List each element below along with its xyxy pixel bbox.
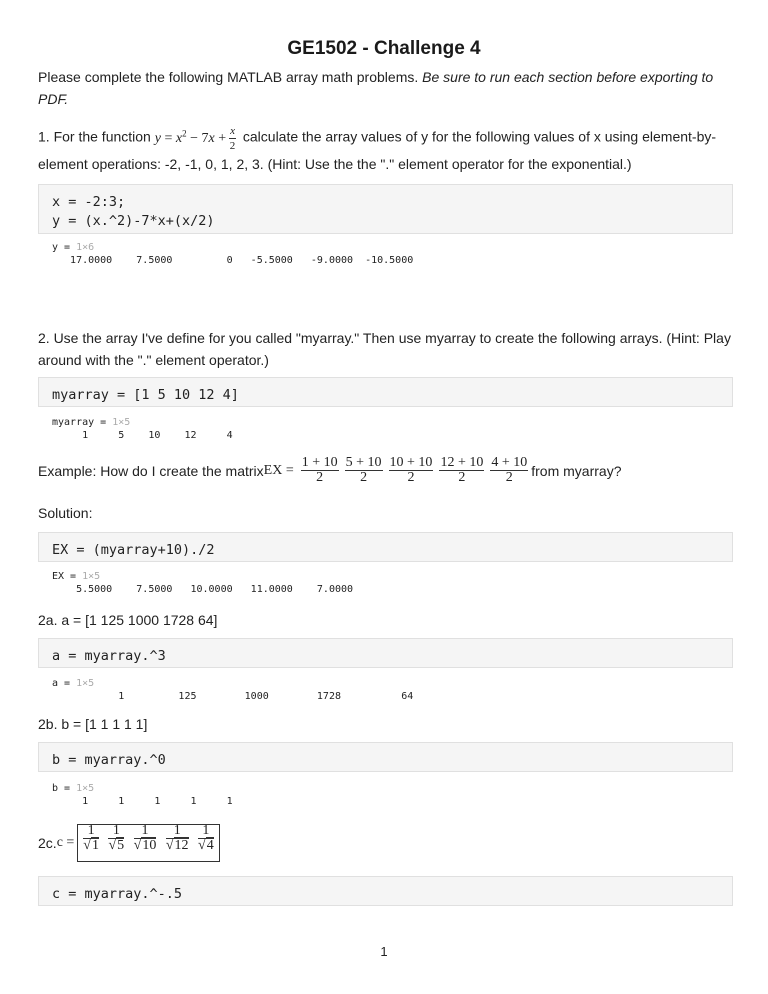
q2-output-dim: 1×5 xyxy=(112,417,131,428)
q2b-label: 2b. b = [1 1 1 1 1] xyxy=(38,716,148,732)
q2a-output xyxy=(52,677,413,703)
q2a-output-values: 1 125 1000 1728 64 xyxy=(52,691,414,702)
q2c-frac-4: $\frac{1}{√12}$ xyxy=(165,823,189,853)
q2a-output-dim: 1×5 xyxy=(76,678,95,689)
q1-output-values: 17.0000 7.5000 0 -5.5000 -9.0000 -10.5000 xyxy=(52,255,414,266)
q2c-frac-1: $\frac{1}{√1}$ xyxy=(83,823,99,853)
q2b-output-values: 1 1 1 1 1 xyxy=(52,796,233,807)
q2-code-block[interactable]: myarray = [1 5 10 12 4] xyxy=(38,377,733,407)
example-lhs: EX = xyxy=(263,462,294,478)
solution-output-dim: 1×5 xyxy=(82,571,101,582)
solution-output-var: EX = xyxy=(52,571,83,582)
q2a-output-var: a = xyxy=(52,678,77,689)
intro-italic: Be sure to run each section before exporting to PDF. xyxy=(38,69,714,107)
q2c-matrix xyxy=(77,824,219,862)
q2-text: 2. Use the array I've define for you called "myarray." Then use myarray to create the following arrays. (Hint: Play around with the "." element operator.) xyxy=(38,330,731,368)
q2-example xyxy=(38,456,621,485)
example-pre: Example: How do I create the matrix xyxy=(38,462,264,479)
q2c-frac-5: $\frac{1}{√4}$ xyxy=(198,823,214,853)
q2-output-var: myarray = xyxy=(52,417,113,428)
q2a-code-block[interactable]: a = myarray.^3 xyxy=(38,638,733,668)
q2-output-values: 1 5 10 12 4 xyxy=(52,430,233,441)
q1-output-var: y = xyxy=(52,242,77,253)
q2b-output-var: b = xyxy=(52,783,77,794)
solution-code-block[interactable]: EX = (myarray+10)./2 xyxy=(38,532,733,562)
page-title: GE1502 - Challenge 4 xyxy=(287,38,481,59)
q2c-frac-2: $\frac{1}{√5}$ xyxy=(108,823,125,853)
q2c-label: 2c. xyxy=(38,835,57,851)
page-number: 1 xyxy=(380,944,388,959)
q1-text-line2: element operations: -2, -1, 0, 1, 2, 3. (Hint: Use the the "." element operator for the exponential.) xyxy=(38,156,632,172)
q1-pre: 1. For the function xyxy=(38,128,155,145)
q2c-code-block[interactable]: c = myarray.^-.5 xyxy=(38,876,733,906)
example-post: from myarray? xyxy=(531,462,622,479)
intro-text: Please complete the following MATLAB array math problems. xyxy=(38,69,423,85)
solution-output xyxy=(52,570,353,596)
q1-code-block[interactable]: x = -2:3; y = (x.^2)-7*x+(x/2) xyxy=(38,184,733,234)
q1-post: calculate the array values of y for the following values of x using element-by- xyxy=(239,128,717,145)
intro-paragraph xyxy=(38,66,733,110)
q2c-lhs: c = xyxy=(56,835,75,850)
q1-output-dim: 1×6 xyxy=(76,242,95,253)
example-frac-3: $\frac{10 + 10}{2}$ xyxy=(389,455,433,485)
q1-output xyxy=(52,241,413,267)
example-frac-1: $\frac{1 + 10}{2}$ xyxy=(301,455,338,485)
q2b-code-block[interactable]: b = myarray.^0 xyxy=(38,742,733,772)
q2b-output xyxy=(52,782,233,808)
q2a-label: 2a. a = [1 125 1000 1728 64] xyxy=(38,612,218,628)
q2c-frac-3: $\frac{1}{√10}$ xyxy=(133,823,157,853)
solution-output-values: 5.5000 7.5000 10.0000 11.0000 7.0000 xyxy=(52,584,354,595)
q1-formula: $y = x^2 - 7x$ + $\frac{x}{2}$ xyxy=(154,124,236,152)
example-frac-2: $\frac{5 + 10}{2}$ xyxy=(345,455,382,485)
example-frac-4: $\frac{12 + 10}{2}$ xyxy=(440,455,484,485)
example-frac-5: $\frac{4 + 10}{2}$ xyxy=(491,455,528,485)
solution-label: Solution: xyxy=(38,505,93,521)
q1-text-line1 xyxy=(38,122,738,153)
q2-output xyxy=(52,416,233,442)
q2c-line xyxy=(38,824,220,862)
q2b-output-dim: 1×5 xyxy=(76,783,95,794)
